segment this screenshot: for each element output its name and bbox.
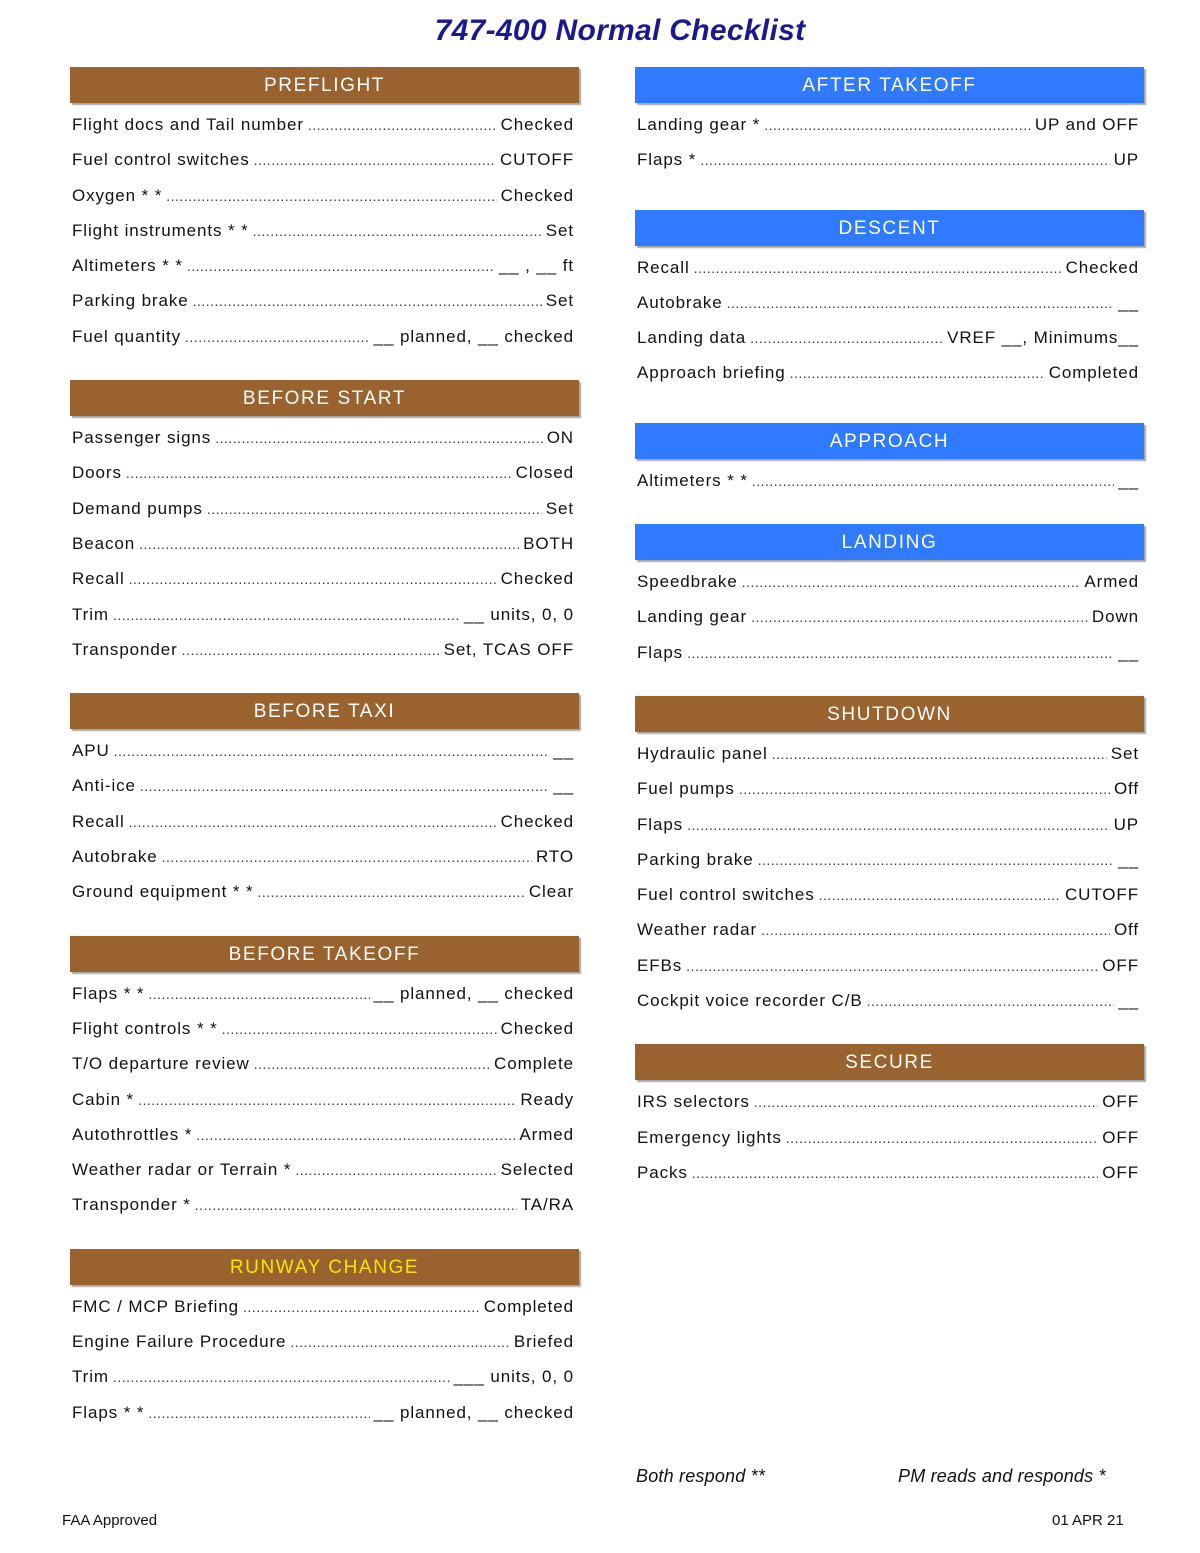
leader-dots: [187, 258, 495, 274]
leader-dots: [254, 152, 496, 168]
item-label: Flaps: [637, 814, 684, 834]
checklist-item: [72, 221, 574, 256]
item-value: __ planned, __ checked: [373, 326, 574, 346]
checklist-item: [637, 850, 1139, 885]
item-label: Parking brake: [637, 849, 754, 869]
checklist-items: [635, 560, 1144, 678]
leader-dots: [113, 1369, 450, 1385]
item-value: __: [1118, 642, 1139, 662]
checklist-item: [637, 607, 1139, 642]
checklist-item: [637, 1163, 1139, 1198]
checklist-item: [72, 1195, 574, 1230]
leader-dots: [253, 223, 542, 239]
item-value: __ units, 0, 0: [464, 604, 574, 624]
item-value: __: [1118, 292, 1139, 312]
item-value: CUTOFF: [499, 150, 574, 170]
item-label: Passenger signs: [72, 428, 212, 448]
leader-dots: [308, 117, 497, 133]
item-label: Landing gear: [637, 607, 748, 627]
checklist-item: [72, 847, 574, 882]
section-header: BEFORE TAKEOFF: [70, 936, 579, 972]
item-value: OFF: [1102, 955, 1139, 975]
checklist-items: [635, 459, 1144, 506]
item-label: Recall: [72, 811, 125, 831]
checklist-items: [70, 103, 579, 362]
leader-dots: [739, 781, 1110, 797]
checklist-item: [72, 1125, 574, 1160]
section-header: SHUTDOWN: [635, 696, 1144, 732]
item-value: ON: [546, 428, 574, 448]
checklist-item: [72, 1160, 574, 1195]
leader-dots: [867, 993, 1115, 1009]
checklist-item: [637, 150, 1139, 185]
checklist-item: [72, 428, 574, 463]
checklist-item: [637, 115, 1139, 150]
section-before-takeoff: [70, 936, 579, 1231]
checklist-item: [637, 991, 1139, 1026]
item-label: Doors: [72, 463, 122, 483]
leader-dots: [295, 1162, 496, 1178]
checklist-item: [637, 1128, 1139, 1163]
footer-approval: FAA Approved: [62, 1512, 158, 1529]
checklist-items: [635, 1080, 1144, 1198]
checklist-item: [72, 463, 574, 498]
item-label: Autobrake: [72, 847, 158, 867]
item-value: Completed: [483, 1296, 574, 1316]
item-label: T/O departure review: [72, 1054, 250, 1074]
leader-dots: [687, 817, 1110, 833]
item-value: ___ units, 0, 0: [453, 1367, 574, 1387]
item-value: Set: [1110, 743, 1139, 763]
checklist-item: [637, 744, 1139, 779]
checklist-item: [72, 1019, 574, 1054]
leader-dots: [148, 1405, 369, 1421]
item-label: Cockpit voice recorder C/B: [637, 991, 863, 1011]
item-label: Transponder: [72, 639, 178, 659]
item-label: Hydraulic panel: [637, 743, 768, 763]
item-value: UP and OFF: [1034, 115, 1139, 134]
checklist-items: [70, 1285, 579, 1438]
item-label: Autobrake: [637, 292, 723, 312]
item-label: Trim: [72, 604, 109, 624]
item-value: Briefed: [513, 1332, 574, 1352]
item-label: Fuel quantity: [72, 326, 182, 346]
left-column: [70, 67, 579, 1438]
leader-dots: [290, 1334, 509, 1350]
item-value: Selected: [500, 1160, 574, 1180]
leader-dots: [751, 609, 1088, 625]
leader-dots: [129, 571, 497, 587]
item-label: Flaps * *: [72, 1402, 145, 1422]
leader-dots: [222, 1021, 497, 1037]
item-value: Checked: [500, 1018, 574, 1038]
section-header: SECURE: [635, 1044, 1144, 1080]
checklist-item: [637, 885, 1139, 920]
checklist-item: [72, 1403, 574, 1438]
leader-dots: [786, 1130, 1099, 1146]
leader-dots: [113, 607, 460, 623]
checklist-item: [72, 499, 574, 534]
item-label: Beacon: [72, 533, 136, 553]
leader-dots: [196, 1127, 515, 1143]
leader-dots: [727, 295, 1115, 311]
checklist-item: [637, 779, 1139, 814]
section-landing: [635, 524, 1144, 678]
checklist-item: [72, 605, 574, 640]
leader-dots: [761, 922, 1110, 938]
leader-dots: [764, 117, 1031, 133]
item-value: TA/RA: [520, 1195, 574, 1215]
leader-dots: [243, 1299, 480, 1315]
right-column: [635, 67, 1144, 1198]
section-header: DESCENT: [635, 210, 1144, 246]
leader-dots: [694, 260, 1062, 276]
item-label: Engine Failure Procedure: [72, 1332, 287, 1352]
item-label: Flaps * *: [72, 983, 145, 1003]
page-title: 747-400 Normal Checklist: [434, 14, 806, 47]
checklist-item: [72, 327, 574, 362]
section-header: RUNWAY CHANGE: [70, 1249, 579, 1285]
checklist-items: [70, 416, 579, 675]
checklist-item: [72, 115, 574, 150]
item-value: Set: [545, 498, 574, 518]
leader-dots: [686, 958, 1098, 974]
item-label: Flight instruments * *: [72, 220, 249, 240]
checklist-item: [637, 920, 1139, 955]
item-value: __: [1118, 849, 1139, 869]
item-label: Oxygen * *: [72, 185, 163, 205]
section-header: AFTER TAKEOFF: [635, 67, 1144, 103]
checklist-items: [70, 972, 579, 1231]
item-label: Fuel control switches: [637, 885, 815, 905]
item-value: Checked: [500, 811, 574, 831]
leader-dots: [185, 329, 370, 345]
item-value: Off: [1113, 779, 1139, 799]
leader-dots: [692, 1165, 1099, 1181]
item-value: __ planned, __ checked: [373, 983, 574, 1003]
section-secure: [635, 1044, 1144, 1198]
section-before-start: [70, 380, 579, 675]
leader-dots: [700, 152, 1109, 168]
checklist-item: [72, 776, 574, 811]
leader-dots: [772, 746, 1107, 762]
item-value: __: [553, 776, 574, 796]
item-label: Landing gear *: [637, 115, 761, 134]
leader-dots: [819, 887, 1061, 903]
leader-dots: [742, 574, 1081, 590]
item-value: Armed: [1084, 572, 1139, 592]
item-value: Closed: [515, 463, 574, 483]
checklist-item: [72, 534, 574, 569]
section-approach: [635, 423, 1144, 506]
checklist-items: [635, 732, 1144, 1026]
item-label: FMC / MCP Briefing: [72, 1296, 240, 1316]
section-descent: [635, 210, 1144, 399]
item-label: Weather radar or Terrain *: [72, 1160, 292, 1180]
checklist-item: [72, 984, 574, 1019]
leader-dots: [687, 645, 1114, 661]
checklist-item: [72, 741, 574, 776]
item-label: Transponder *: [72, 1195, 191, 1215]
checklist-item: [637, 815, 1139, 850]
leader-dots: [162, 849, 532, 865]
leader-dots: [215, 430, 543, 446]
leader-dots: [790, 365, 1045, 381]
item-value: Complete: [494, 1054, 574, 1074]
checklist-item: [637, 1092, 1139, 1127]
item-value: OFF: [1102, 1127, 1139, 1147]
checklist-item: [72, 882, 574, 917]
item-label: Anti-ice: [72, 776, 136, 796]
item-label: EFBs: [637, 955, 683, 975]
checklist-items: [635, 103, 1144, 186]
section-before-taxi: [70, 693, 579, 917]
leader-dots: [193, 293, 542, 309]
item-value: Checked: [500, 115, 574, 134]
leader-dots: [195, 1197, 517, 1213]
checklist-item: [72, 150, 574, 185]
leader-dots: [258, 884, 525, 900]
leader-dots: [182, 642, 440, 658]
section-header: APPROACH: [635, 423, 1144, 459]
checklist-item: [72, 1090, 574, 1125]
item-value: __ planned, __ checked: [373, 1402, 574, 1422]
leader-dots: [758, 852, 1115, 868]
checklist-item: [72, 1332, 574, 1367]
section-preflight: [70, 67, 579, 362]
item-label: Speedbrake: [637, 572, 738, 592]
item-value: __ , __ ft: [498, 256, 574, 276]
checklist-item: [637, 363, 1139, 398]
checklist-item: [72, 640, 574, 675]
item-label: Autothrottles *: [72, 1124, 193, 1144]
legend-both-respond: Both respond **: [636, 1466, 766, 1486]
leader-dots: [148, 986, 369, 1002]
item-label: Weather radar: [637, 920, 758, 940]
item-value: UP: [1113, 150, 1139, 170]
item-label: Flight controls * *: [72, 1018, 218, 1038]
item-label: Ground equipment * *: [72, 882, 254, 902]
checklist-item: [72, 1367, 574, 1402]
leader-dots: [129, 814, 497, 830]
item-value: Set, TCAS OFF: [443, 639, 574, 659]
section-after-takeoff: [635, 67, 1144, 186]
item-value: OFF: [1102, 1092, 1139, 1112]
checklist-item: [72, 1054, 574, 1089]
item-value: Set: [545, 220, 574, 240]
item-label: Packs: [637, 1162, 688, 1182]
item-label: Flaps *: [637, 150, 697, 170]
item-label: Recall: [72, 569, 125, 589]
item-value: Completed: [1048, 363, 1139, 383]
checklist-item: [72, 569, 574, 604]
checklist-item: [637, 643, 1139, 678]
checklist-item: [637, 258, 1139, 293]
checklist-items: [635, 246, 1144, 399]
checklist-item: [72, 1297, 574, 1332]
item-value: Checked: [500, 569, 574, 589]
item-value: Ready: [520, 1089, 574, 1109]
leader-dots: [166, 188, 496, 204]
checklist-item: [637, 572, 1139, 607]
item-value: RTO: [536, 847, 574, 867]
section-shutdown: [635, 696, 1144, 1026]
item-value: Clear: [528, 882, 574, 902]
item-label: Parking brake: [72, 291, 189, 311]
section-header: PREFLIGHT: [70, 67, 579, 103]
item-label: Approach briefing: [637, 363, 786, 383]
checklist-item: [637, 328, 1139, 363]
checklist-item: [72, 256, 574, 291]
checklist-item: [72, 186, 574, 221]
leader-dots: [254, 1056, 490, 1072]
leader-dots: [754, 1094, 1099, 1110]
item-value: BOTH: [523, 533, 574, 553]
leader-dots: [139, 536, 519, 552]
item-label: Emergency lights: [637, 1127, 782, 1147]
checklist-item: [72, 812, 574, 847]
item-value: Off: [1113, 920, 1139, 940]
item-label: Altimeters * *: [72, 256, 183, 276]
item-value: VREF __, Minimums__: [947, 328, 1139, 348]
leader-dots: [750, 330, 943, 346]
item-label: Trim: [72, 1367, 109, 1387]
item-value: __: [553, 741, 574, 761]
checklist-item: [72, 291, 574, 326]
item-value: __: [1118, 991, 1139, 1011]
legend-pm-reads: PM reads and responds *: [898, 1466, 1106, 1486]
item-value: UP: [1113, 814, 1139, 834]
checklist-item: [637, 293, 1139, 328]
item-value: Down: [1091, 607, 1139, 627]
checklist-items: [70, 729, 579, 917]
section-runway-change: [70, 1249, 579, 1438]
footer-date: 01 APR 21: [1052, 1512, 1124, 1529]
checklist-item: [637, 956, 1139, 991]
item-label: Flight docs and Tail number: [72, 115, 304, 134]
item-value: __: [1118, 470, 1139, 490]
section-header: BEFORE TAXI: [70, 693, 579, 729]
item-label: Landing data: [637, 328, 747, 348]
item-value: OFF: [1102, 1162, 1139, 1182]
item-label: IRS selectors: [637, 1092, 750, 1112]
leader-dots: [126, 465, 512, 481]
item-value: Checked: [1065, 257, 1139, 277]
item-value: Checked: [500, 185, 574, 205]
checklist-item: [637, 471, 1139, 506]
leader-dots: [207, 501, 542, 517]
item-label: Cabin *: [72, 1089, 135, 1109]
item-label: APU: [72, 741, 110, 761]
leader-dots: [114, 743, 550, 759]
section-header: LANDING: [635, 524, 1144, 560]
item-value: Armed: [519, 1124, 574, 1144]
leader-dots: [140, 778, 549, 794]
item-label: Flaps: [637, 642, 684, 662]
item-label: Altimeters * *: [637, 470, 748, 490]
item-value: CUTOFF: [1064, 885, 1139, 905]
item-label: Recall: [637, 257, 690, 277]
section-header: BEFORE START: [70, 380, 579, 416]
item-label: Demand pumps: [72, 498, 203, 518]
leader-dots: [752, 473, 1114, 489]
leader-dots: [138, 1092, 516, 1108]
item-label: Fuel control switches: [72, 150, 250, 170]
item-value: Set: [545, 291, 574, 311]
item-label: Fuel pumps: [637, 779, 735, 799]
